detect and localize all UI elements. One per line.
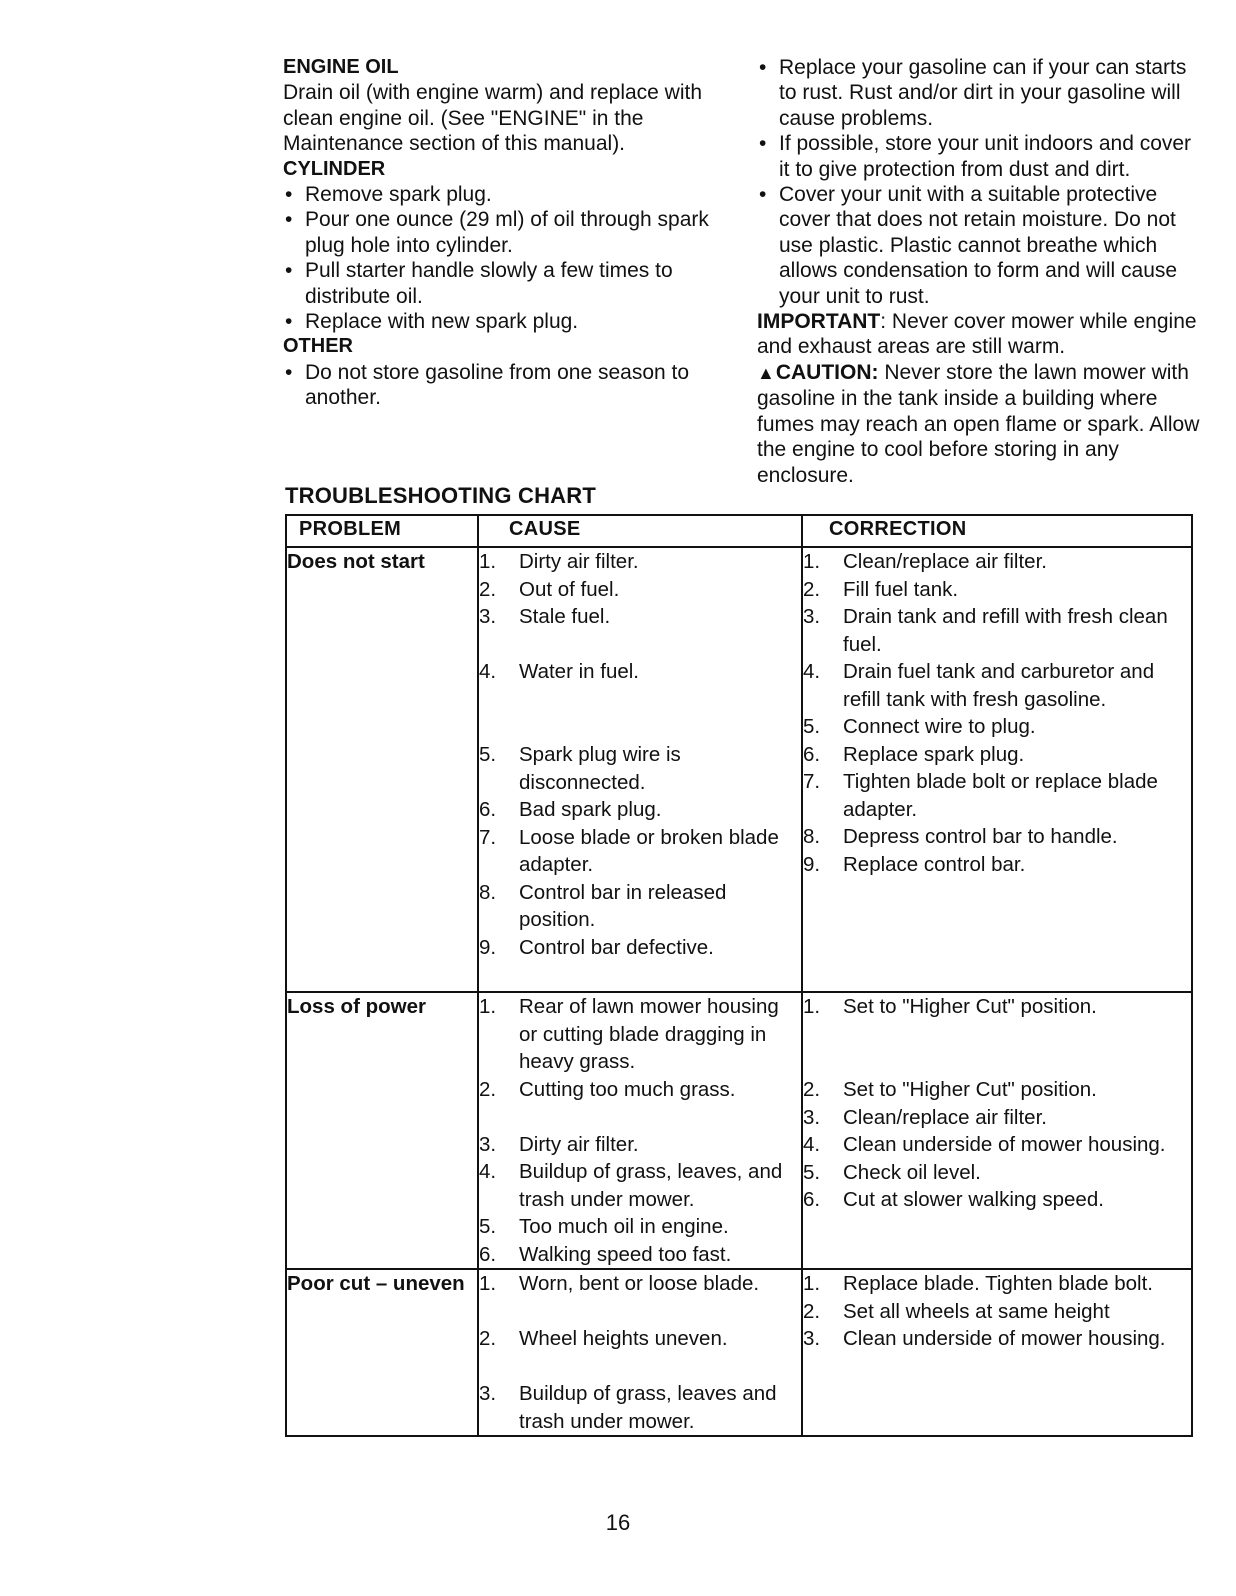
- item-number: 1.: [479, 550, 497, 573]
- item-text: Water in fuel.: [519, 660, 640, 683]
- item-text: Replace blade. Tighten blade bolt.: [843, 1272, 1154, 1295]
- item-text: Buildup of grass, leaves, and trash under mower.: [519, 1160, 783, 1211]
- list-item: [479, 934, 801, 962]
- item-text: Worn, bent or loose blade.: [519, 1272, 760, 1295]
- list-item: [803, 1076, 1191, 1104]
- list-item: [803, 993, 1191, 1076]
- correction-header: CORRECTION: [802, 515, 1192, 547]
- item-text: Clean/replace air filter.: [843, 1105, 1047, 1129]
- list-item: • If possible, store your unit indoors and cover it to give protection from dust and dirt.: [757, 131, 1207, 182]
- item-text: Check oil level.: [843, 1160, 981, 1184]
- table-row: [286, 992, 1192, 1269]
- item-number: 9.: [803, 852, 821, 876]
- item-number: 9.: [479, 935, 497, 959]
- item-text: Dirty air filter.: [519, 1132, 639, 1156]
- caution-note: [757, 360, 1207, 488]
- cause-cell: [478, 547, 802, 992]
- list-item: [479, 993, 801, 1076]
- list-item: [803, 851, 1191, 879]
- correction-cell: [802, 547, 1192, 992]
- item-text: Rear of lawn mower housing or cutting blade dragging in heavy grass.: [519, 995, 779, 1073]
- troubleshooting-table: [285, 514, 1193, 1437]
- storage-left-column: [283, 55, 743, 411]
- item-text: Drain tank and refill with fresh clean fuel.: [843, 605, 1168, 656]
- item-text: Drain fuel tank and carburetor and refill tank with fresh gasoline.: [843, 660, 1155, 711]
- item-number: 2.: [803, 1078, 821, 1101]
- table-row: [286, 1269, 1192, 1436]
- item-number: 6.: [803, 742, 821, 766]
- item-text: Walking speed too fast.: [519, 1242, 732, 1266]
- list-item: [479, 824, 801, 879]
- item-text: Dirty air filter.: [519, 550, 639, 573]
- item-text: Spark plug wire is disconnected.: [519, 743, 681, 794]
- item-number: 1.: [803, 550, 821, 573]
- list-item: [803, 1325, 1191, 1353]
- item-number: 6.: [803, 1188, 821, 1211]
- storage-tips-list: [757, 55, 1207, 309]
- cylinder-heading: CYLINDER: [283, 157, 386, 180]
- item-number: 7.: [479, 825, 497, 849]
- list-item: • Remove spark plug.: [283, 182, 743, 207]
- list-item: [803, 603, 1191, 658]
- item-number: 2.: [803, 1299, 821, 1323]
- item-number: 3.: [479, 1132, 497, 1156]
- list-item: [479, 1131, 801, 1159]
- list-item: [803, 823, 1191, 851]
- list-item: [479, 1270, 801, 1325]
- item-number: 1.: [803, 1272, 821, 1295]
- list-item: [803, 768, 1191, 823]
- list-item: [479, 796, 801, 824]
- item-text: Bad spark plug.: [519, 798, 662, 821]
- item-number: 1.: [803, 995, 821, 1018]
- item-number: 4.: [479, 660, 497, 683]
- other-heading: OTHER: [283, 335, 353, 358]
- item-text: Fill fuel tank.: [843, 577, 959, 601]
- item-number: 6.: [479, 1242, 497, 1266]
- item-text: Control bar defective.: [519, 935, 714, 959]
- item-number: 2.: [803, 577, 821, 601]
- item-number: 1.: [479, 1272, 497, 1295]
- other-list: [283, 360, 743, 411]
- item-text: Clean underside of mower housing.: [843, 1327, 1166, 1350]
- caution-label: CAUTION:: [775, 360, 879, 384]
- cause-cell: [478, 1269, 802, 1436]
- problem-cell: Does not start: [286, 547, 478, 992]
- item-number: 5.: [479, 743, 497, 766]
- item-text: Connect wire to plug.: [843, 715, 1036, 738]
- cylinder-list: [283, 182, 743, 334]
- troubleshooting-title: TROUBLESHOOTING CHART: [285, 483, 596, 508]
- item-text: Tighten blade bolt or replace blade adapter.: [843, 770, 1158, 821]
- list-item: [479, 1213, 801, 1241]
- list-item: [479, 576, 801, 604]
- engine-oil-heading: ENGINE OIL: [283, 56, 399, 78]
- correction-cell: [802, 1269, 1192, 1436]
- engine-oil-text: Drain oil (with engine warm) and replace with clean engine oil. (See "ENGINE" in the Maintenance section of this manual).: [283, 81, 703, 156]
- list-item: [479, 548, 801, 576]
- item-number: 3.: [803, 1105, 821, 1129]
- list-item: • Do not store gasoline from one season to another.: [283, 360, 743, 411]
- problem-cell: Poor cut – uneven: [286, 1269, 478, 1436]
- table-header-row: [286, 515, 1192, 547]
- item-number: 5.: [479, 1215, 497, 1238]
- list-item: [803, 658, 1191, 713]
- list-item: [803, 1270, 1191, 1298]
- caution-text: Never store the lawn mower with gasoline in the tank inside a building where fumes may reach an open flame or spark. Allow the engine to cool before storing in any enclosure.: [757, 360, 1200, 487]
- list-item: [803, 1186, 1191, 1214]
- item-number: 3.: [479, 1382, 497, 1405]
- item-number: 8.: [479, 880, 497, 904]
- list-item: [803, 713, 1191, 741]
- item-number: 3.: [803, 605, 821, 628]
- list-item: [803, 576, 1191, 604]
- item-text: Clean underside of mower housing.: [843, 1133, 1166, 1156]
- list-item: [803, 1159, 1191, 1187]
- item-text: Stale fuel.: [519, 605, 611, 628]
- list-item: [803, 1131, 1191, 1159]
- item-number: 7.: [803, 770, 821, 793]
- list-item: • Replace your gasoline can if your can starts to rust. Rust and/or dirt in your gasoline will cause problems.: [757, 55, 1207, 131]
- list-item: [803, 548, 1191, 576]
- list-item: • Pull starter handle slowly a few times to distribute oil.: [283, 258, 743, 309]
- item-number: 4.: [479, 1160, 497, 1183]
- item-number: 5.: [803, 715, 821, 738]
- item-text: Set to "Higher Cut" position.: [843, 995, 1097, 1018]
- item-text: Loose blade or broken blade adapter.: [519, 825, 779, 876]
- item-text: Set all wheels at same height: [843, 1299, 1110, 1323]
- list-item: • Cover your unit with a suitable protective cover that does not retain moisture. Do not use plastic. Plastic cannot breathe which allows condensation to form and will cause your unit to rust.: [757, 182, 1207, 309]
- important-text: : Never cover mower while engine and exhaust areas are still warm.: [757, 310, 1197, 359]
- item-number: 4.: [803, 660, 821, 683]
- list-item: [479, 879, 801, 934]
- problem-header: PROBLEM: [286, 515, 478, 547]
- item-number: 6.: [479, 798, 497, 821]
- list-item: [479, 658, 801, 741]
- item-text: Control bar in released position.: [519, 880, 727, 931]
- item-text: Out of fuel.: [519, 577, 620, 601]
- item-number: 1.: [479, 995, 497, 1018]
- cause-header: CAUSE: [478, 515, 802, 547]
- warning-triangle-icon: ▲: [757, 362, 775, 383]
- item-number: 3.: [803, 1327, 821, 1350]
- page-number: 16: [605, 1510, 631, 1535]
- item-text: Cutting too much grass.: [519, 1077, 736, 1101]
- important-note: [757, 309, 1207, 360]
- list-item: [479, 1380, 801, 1435]
- item-number: 4.: [803, 1133, 821, 1156]
- list-item: [479, 741, 801, 796]
- problem-cell: Loss of power: [286, 992, 478, 1269]
- item-text: Clean/replace air filter.: [843, 550, 1047, 573]
- item-text: Replace spark plug.: [843, 742, 1025, 766]
- item-number: 5.: [803, 1160, 821, 1184]
- correction-cell: [802, 992, 1192, 1269]
- item-number: 2.: [479, 1327, 497, 1350]
- item-text: Too much oil in engine.: [519, 1215, 729, 1238]
- list-item: [479, 603, 801, 658]
- list-item: [479, 1325, 801, 1380]
- list-item: • Replace with new spark plug.: [283, 309, 743, 334]
- list-item: [803, 1298, 1191, 1326]
- list-item: [479, 1158, 801, 1213]
- item-number: 2.: [479, 1077, 497, 1101]
- item-number: 2.: [479, 577, 497, 601]
- table-row: [286, 547, 1192, 992]
- cause-cell: [478, 992, 802, 1269]
- list-item: • Pour one ounce (29 ml) of oil through spark plug hole into cylinder.: [283, 207, 743, 258]
- item-text: Set to "Higher Cut" position.: [843, 1078, 1097, 1101]
- list-item: [803, 1104, 1191, 1132]
- item-text: Cut at slower walking speed.: [843, 1188, 1104, 1211]
- item-text: Buildup of grass, leaves and trash under mower.: [519, 1382, 777, 1433]
- item-text: Wheel heights uneven.: [519, 1327, 728, 1350]
- item-number: 8.: [803, 825, 821, 848]
- item-number: 3.: [479, 605, 497, 628]
- list-item: [803, 741, 1191, 769]
- list-item: [479, 1076, 801, 1131]
- item-text: Replace control bar.: [843, 852, 1026, 876]
- storage-right-column: [757, 55, 1207, 488]
- item-text: Depress control bar to handle.: [843, 825, 1118, 848]
- list-item: [479, 1241, 801, 1269]
- important-label: IMPORTANT: [757, 310, 881, 334]
